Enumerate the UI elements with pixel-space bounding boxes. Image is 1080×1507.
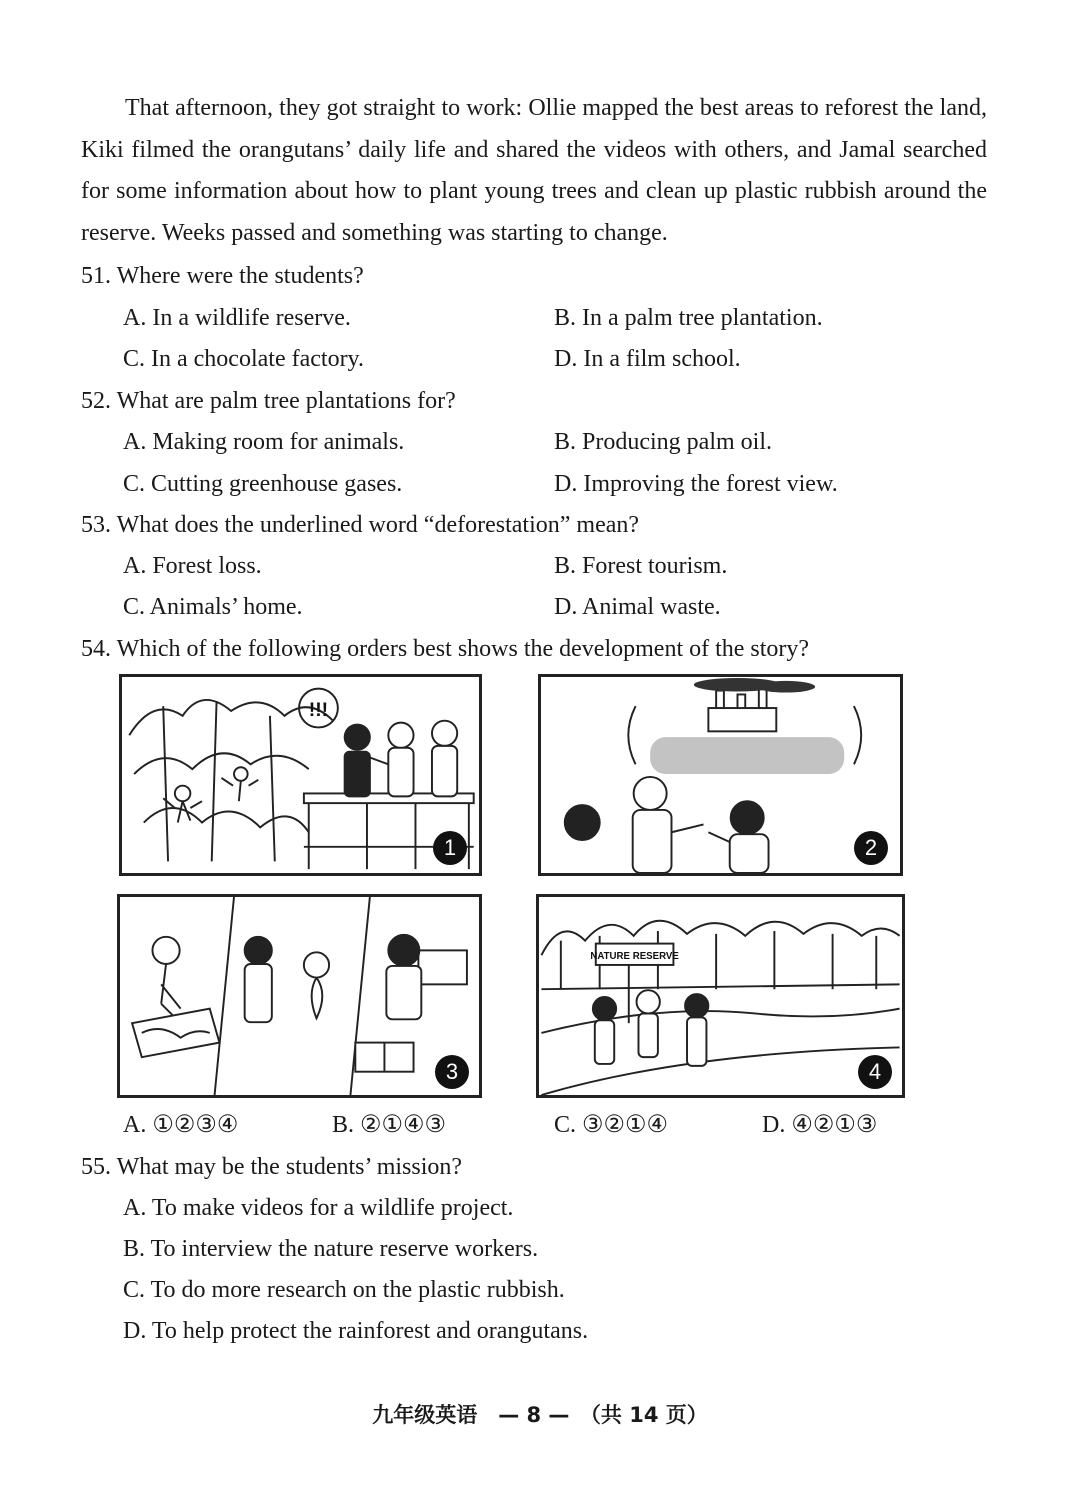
q52-option-c: C. Cutting greenhouse gases.: [123, 471, 403, 497]
question-54-stem: 54. Which of the following orders best shows the development of the story?: [81, 636, 810, 662]
q51-option-a: A. In a wildlife reserve.: [123, 305, 351, 331]
q52-option-a: A. Making room for animals.: [123, 429, 405, 455]
question-53-stem: 53. What does the underlined word “deforestation” mean?: [81, 512, 640, 538]
question-51-stem: 51. Where were the students?: [81, 263, 364, 289]
nature-reserve-sign-text: NATURE RESERVE: [590, 951, 679, 963]
q53-option-a: A. Forest loss.: [123, 553, 262, 579]
panel-number-2: 2: [854, 831, 888, 865]
panel-number-3: 3: [435, 1055, 469, 1089]
q55-option-c: C. To do more research on the plastic rubbish.: [123, 1277, 565, 1303]
story-panel-4: [536, 894, 905, 1098]
activities-illustration: [120, 897, 479, 1095]
q51-option-d: D. In a film school.: [554, 346, 741, 372]
exclamation-bubble-text: !!!: [308, 698, 329, 721]
q53-option-b: B. Forest tourism.: [554, 553, 728, 579]
q51-option-c: C. In a chocolate factory.: [123, 346, 364, 372]
q55-option-a: A. To make videos for a wildlife project.: [123, 1195, 514, 1221]
story-panel-2: [538, 674, 903, 876]
page-footer: 九年级英语 — 8 — （共 14 页）: [372, 1403, 708, 1427]
q52-option-b: B. Producing palm oil.: [554, 429, 772, 455]
panel-number-4: 4: [858, 1055, 892, 1089]
nature-reserve-illustration: [539, 897, 902, 1095]
passage-paragraph: That afternoon, they got straight to work: Ollie mapped the best areas to reforest the land, Kiki filmed the orangutans’ daily life and shared the videos with others, and Jamal searched for some information about how to plant young trees and clean up plastic rubbish around the reserve. Weeks passed and something was starting to change.: [81, 95, 987, 246]
q55-option-b: B. To interview the nature reserve workers.: [123, 1236, 539, 1262]
q53-option-d: D. Animal waste.: [554, 594, 721, 620]
question-52-stem: 52. What are palm tree plantations for?: [81, 388, 456, 414]
question-55-stem: 55. What may be the students’ mission?: [81, 1154, 463, 1180]
panel-number-1: 1: [433, 831, 467, 865]
q54-option-a: A. ①②③④: [123, 1112, 239, 1138]
story-panel-1: [119, 674, 482, 876]
q51-option-b: B. In a palm tree plantation.: [554, 305, 823, 331]
story-panel-3: [117, 894, 482, 1098]
q55-option-d: D. To help protect the rainforest and orangutans.: [123, 1318, 589, 1344]
q52-option-d: D. Improving the forest view.: [554, 471, 838, 497]
q53-option-c: C. Animals’ home.: [123, 594, 303, 620]
q54-option-b: B. ②①④③: [332, 1112, 447, 1138]
jungle-scene-illustration: [122, 677, 479, 873]
q54-option-c: C. ③②①④: [554, 1112, 669, 1138]
factory-deforestation-illustration: [541, 677, 900, 873]
q54-option-d: D. ④②①③: [762, 1112, 878, 1138]
